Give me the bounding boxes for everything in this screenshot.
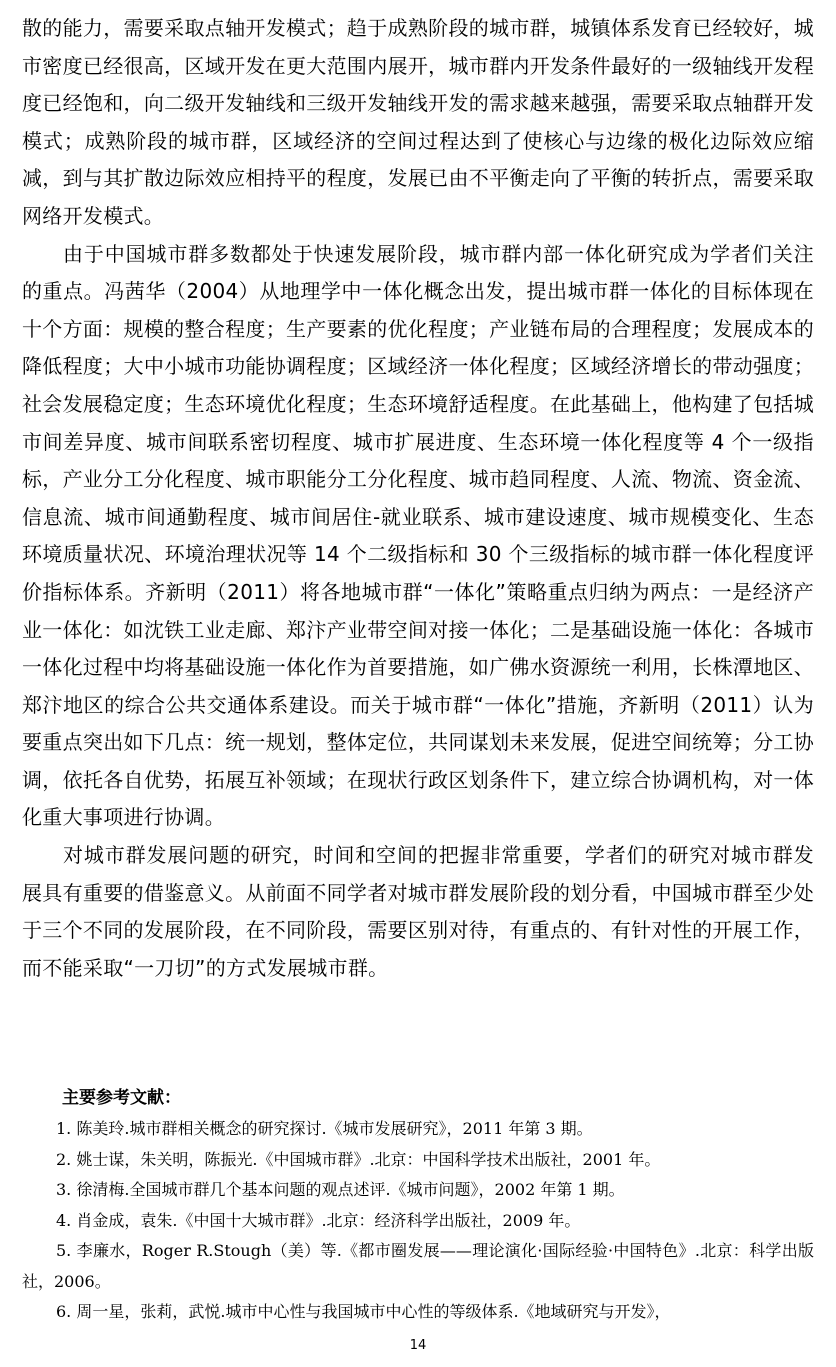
references-title: 主要参考文献：: [62, 1088, 181, 1108]
paragraph: 对城市群发展问题的研究，时间和空间的把握非常重要，学者们的研究对城市群发展具有重要的借鉴意义。从前面不同学者对城市群发展阶段的划分看，中国城市群至少处于三个不同的发展阶段，在不同阶段，需要区别对待，有重点的、有针对性的开展工作，而不能采取“一刀切”的方式发展城市群。: [22, 843, 814, 980]
body-text: [22, 10, 814, 987]
page-number: 14: [409, 1338, 427, 1353]
reference-item: 1. 陈美玲.城市群相关概念的研究探讨.《城市发展研究》，2011 年第 3 期。: [56, 1119, 593, 1138]
reference-item: 4. 肖金成，袁朱.《中国十大城市群》.北京：经济科学出版社，2009 年。: [56, 1210, 581, 1230]
reference-item: 2. 姚士谋，朱关明，陈振光.《中国城市群》.北京：中国科学技术出版社，2001 年。: [56, 1149, 661, 1169]
reference-item: 6. 周一星，张莉，武悦.城市中心性与我国城市中心性的等级体系.《地域研究与开发》，: [56, 1302, 671, 1321]
references-section: [22, 1082, 814, 1328]
paragraph: 由于中国城市群多数都处于快速发展阶段，城市群内部一体化研究成为学者们关注的重点。冯茜华（2004）从地理学中一体化概念出发，提出城市群一体化的目标体现在十个方面：规模的整合程度；生产要素的优化程度；产业链布局的合理程度；发展成本的降低程度；大中小城市功能协调程度；区域经济一体化程度；区域经济增长的带动强度；社会发展稳定度；生态环境优化程度；生态环境舒适程度。在此基础上，他构建了包括城市间差异度、城市间联系密切程度、城市扩展进度、生态环境一体化程度等 4 个一级指标，产业分工分化程度、城市职能分工分化程度、城市趋同程度、人流、物流、资金流、信息流、城市间通勤程度、城市间居住-就业联系、城市建设速度、城市规模变化、生态环境质量状况、环境治理状况等 14 个二级指标和 30 个三级指标的城市群一体化程度评价指标体系。齐新明（2011）将各地城市群“一体化”策略重点归纳为两点：一是经济产业一体化：如沈铁工业走廊、郑汴产业带空间对接一体化；二是基础设施一体化：各城市一体化过程中均将基础设施一体化作为首要措施，如广佛水资源统一利用，长株潭地区、郑汴地区的综合公共交通体系建设。而关于城市群“一体化”措施，齐新明（2011）认为要重点突出如下几点：统一规划，整体定位，共同谋划未来发展，促进空间统筹；分工协调，依托各自优势，拓展互补领域；在现状行政区划条件下，建立综合协调机构，对一体化重大事项进行协调。: [22, 241, 814, 830]
reference-item: 5. 李廉水，Roger R.Stough（美）等.《都市圈发展——理论演化·国际经验·中国特色》.北京：科学出版社，2006。: [22, 1241, 814, 1291]
paragraph: 散的能力，需要采取点轴开发模式；趋于成熟阶段的城市群，城镇体系发育已经较好，城市密度已经很高，区域开发在更大范围内展开，城市群内开发条件最好的一级轴线开发程度已经饱和，向二级开发轴线和三级开发轴线开发的需求越来越强，需要采取点轴群开发模式；成熟阶段的城市群，区域经济的空间过程达到了使核心与边缘的极化边际效应缩减，到与其扩散边际效应相持平的程度，发展已由不平衡走向了平衡的转折点，需要采取网络开发模式。: [22, 16, 814, 228]
reference-item: 3. 徐清梅.全国城市群几个基本问题的观点述评.《城市问题》，2002 年第 1 期。: [56, 1180, 625, 1199]
